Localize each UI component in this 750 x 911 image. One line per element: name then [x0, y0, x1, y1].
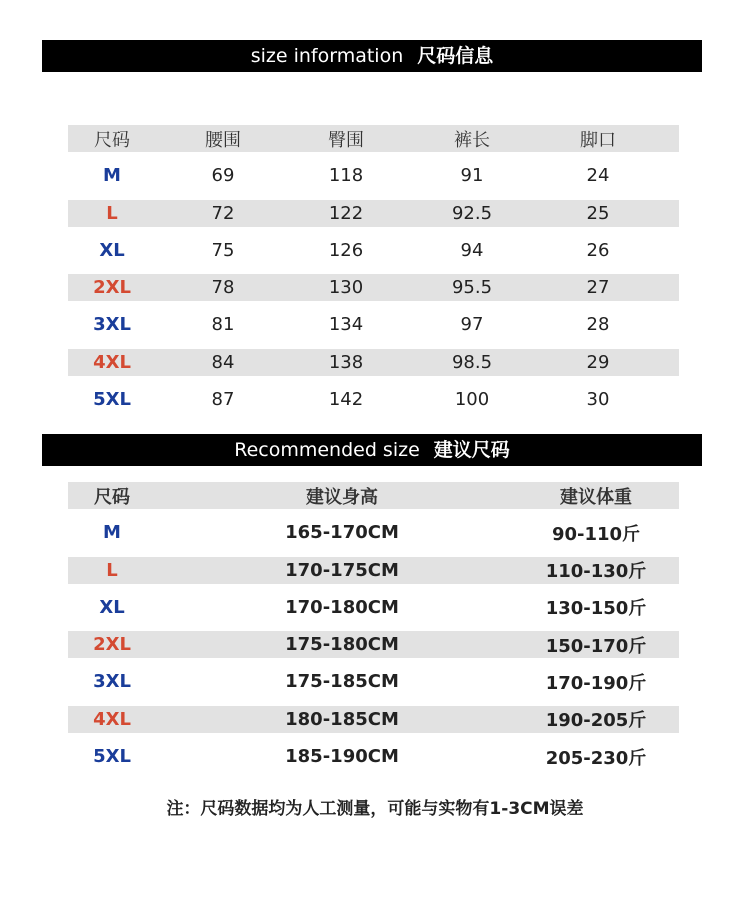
- table-row: [68, 386, 679, 413]
- leg-opening-value: 25: [586, 202, 610, 224]
- weight-value: 150-170斤: [545, 635, 647, 657]
- hip-value: 142: [328, 389, 364, 411]
- length-value: 95.5: [451, 277, 493, 299]
- length-value: 97: [460, 314, 484, 336]
- table-row: [68, 237, 679, 264]
- size-information-banner: [42, 40, 702, 72]
- header-weight: 建议体重: [560, 486, 632, 508]
- size-measurement-table: [68, 125, 679, 423]
- size-label: 4XL: [93, 708, 131, 730]
- size-label: XL: [99, 239, 125, 261]
- recommended-size-banner: [42, 434, 702, 466]
- length-value: 94: [460, 239, 484, 261]
- hip-value: 122: [328, 202, 364, 224]
- size-label: M: [103, 522, 121, 544]
- height-value: 180-185CM: [285, 708, 399, 730]
- height-value: 185-190CM: [285, 746, 399, 768]
- size-label: 3XL: [93, 671, 131, 693]
- table-row: [68, 706, 679, 733]
- table-header-row: [68, 482, 679, 509]
- banner-title-zh: 建议尺码: [433, 439, 510, 461]
- weight-value: 190-205斤: [545, 710, 647, 732]
- table-row: [68, 519, 679, 546]
- length-value: 100: [454, 389, 490, 411]
- size-label: 4XL: [93, 351, 131, 373]
- hip-value: 126: [328, 239, 364, 261]
- table-row: [68, 274, 679, 301]
- size-label: M: [103, 165, 121, 187]
- table-row: [68, 311, 679, 338]
- header-length: 裤长: [454, 129, 490, 151]
- waist-value: 84: [211, 351, 235, 373]
- table-row: [68, 631, 679, 658]
- table-row: [68, 557, 679, 584]
- measurement-note: 注：尺码数据均为人工测量，可能与实物有1-3CM误差: [166, 799, 584, 819]
- banner-title-en: size information: [250, 45, 404, 67]
- height-value: 175-180CM: [285, 634, 399, 656]
- weight-value: 90-110斤: [551, 523, 641, 545]
- leg-opening-value: 26: [586, 239, 610, 261]
- hip-value: 118: [328, 165, 364, 187]
- height-value: 170-180CM: [285, 596, 399, 618]
- height-value: 165-170CM: [285, 522, 399, 544]
- leg-opening-value: 29: [586, 351, 610, 373]
- header-hip: 臀围: [328, 129, 364, 151]
- height-value: 170-175CM: [285, 559, 399, 581]
- table-row: [68, 349, 679, 376]
- weight-value: 170-190斤: [545, 672, 647, 694]
- size-label: 5XL: [93, 746, 131, 768]
- header-waist: 腰围: [205, 129, 241, 151]
- size-label: 5XL: [93, 389, 131, 411]
- waist-value: 75: [211, 239, 235, 261]
- size-label: XL: [99, 596, 125, 618]
- table-row: [68, 668, 679, 695]
- hip-value: 138: [328, 351, 364, 373]
- header-height: 建议身高: [306, 486, 378, 508]
- waist-value: 78: [211, 277, 235, 299]
- length-value: 91: [460, 165, 484, 187]
- size-label: L: [106, 559, 118, 581]
- hip-value: 134: [328, 314, 364, 336]
- banner-title-en: Recommended size: [234, 439, 420, 461]
- weight-value: 110-130斤: [545, 561, 647, 583]
- leg-opening-value: 30: [586, 389, 610, 411]
- header-size: 尺码: [94, 486, 130, 508]
- recommended-size-table: [68, 482, 679, 780]
- size-label: L: [106, 202, 118, 224]
- weight-value: 205-230斤: [545, 747, 647, 769]
- waist-value: 87: [211, 389, 235, 411]
- leg-opening-value: 28: [586, 314, 610, 336]
- table-row: [68, 200, 679, 227]
- table-row: [68, 162, 679, 189]
- waist-value: 81: [211, 314, 235, 336]
- waist-value: 69: [211, 165, 235, 187]
- length-value: 98.5: [451, 351, 493, 373]
- leg-opening-value: 24: [586, 165, 610, 187]
- size-label: 2XL: [93, 634, 131, 656]
- hip-value: 130: [328, 277, 364, 299]
- table-row: [68, 594, 679, 621]
- length-value: 92.5: [451, 202, 493, 224]
- leg-opening-value: 27: [586, 277, 610, 299]
- waist-value: 72: [211, 202, 235, 224]
- size-label: 3XL: [93, 314, 131, 336]
- table-row: [68, 743, 679, 770]
- table-header-row: [68, 125, 679, 152]
- weight-value: 130-150斤: [545, 598, 647, 620]
- banner-title-zh: 尺码信息: [417, 45, 494, 67]
- size-label: 2XL: [93, 277, 131, 299]
- header-size: 尺码: [94, 129, 130, 151]
- header-leg-opening: 脚口: [580, 129, 616, 151]
- height-value: 175-185CM: [285, 671, 399, 693]
